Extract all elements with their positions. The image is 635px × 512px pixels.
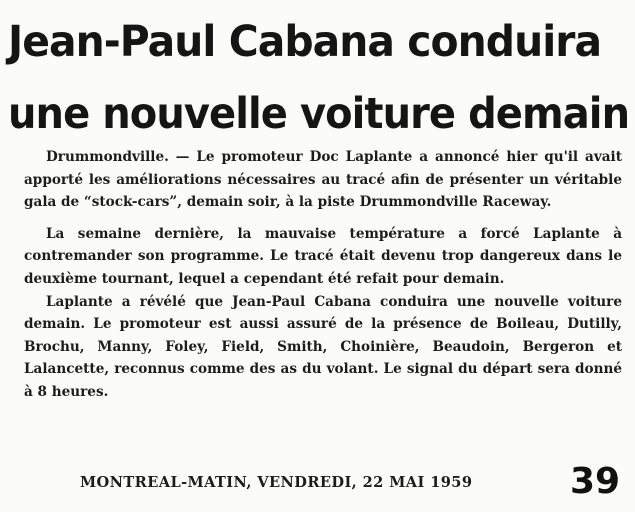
page-number: 39 (570, 461, 621, 502)
publication-line: MONTREAL-MATIN, VENDREDI, 22 MAI 1959 (80, 474, 473, 491)
headline-line-1: Jean-Paul Cabana conduira (8, 17, 602, 67)
article-paragraph-1: Drummondville. — Le promoteur Doc Laplante a annoncé hier qu'il avait apporté les améliorations nécessaires au tracé afin de présenter un véritable gala de “stock-cars”, demain soir, à la piste Drummondville Raceway. (24, 149, 622, 211)
article-body (24, 146, 622, 404)
headline-line-2: une nouvelle voiture demain (8, 89, 630, 139)
article-paragraph-3: Laplante a révélé que Jean-Paul Cabana conduira une nouvelle voiture demain. Le promoteur est aussi assuré de la présence de Boileau, Dutilly, Brochu, Manny, Foley, Field, Smith, Choinière, Beaudoin, Bergeron et Lalancette, reconnus comme des as du volant. Le signal du départ sera donné à 8 heures. (24, 293, 622, 400)
article-paragraph-2: La semaine dernière, la mauvaise température a forcé Laplante à contremander son programme. Le tracé était devenu trop dangereux dans le deuxième tournant, lequel a cependant été refait pour demain. (24, 225, 622, 287)
